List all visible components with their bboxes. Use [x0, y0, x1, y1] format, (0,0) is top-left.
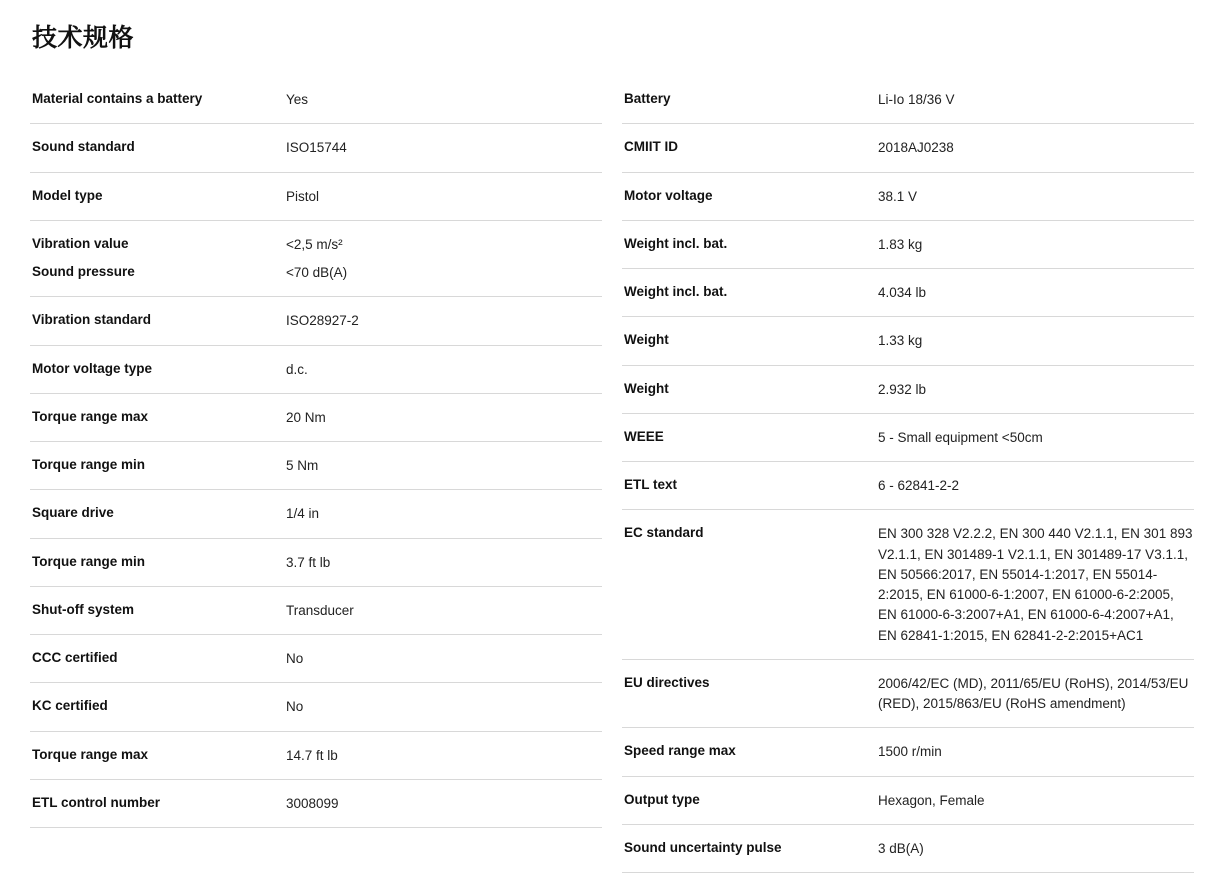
spec-row	[30, 780, 602, 828]
spec-value: Yes	[286, 92, 309, 107]
spec-value: No	[286, 651, 304, 666]
spec-row	[30, 442, 602, 490]
spec-label: ETL text	[624, 477, 678, 492]
spec-value: 14.7 ft lb	[286, 747, 338, 763]
spec-row	[622, 660, 1194, 729]
spec-row	[622, 825, 1194, 873]
spec-label: Vibration standard	[32, 312, 152, 328]
spec-row	[622, 269, 1194, 317]
spec-value: Transducer	[286, 602, 354, 618]
spec-label: Output type	[624, 791, 700, 807]
spec-value: 5 Nm	[286, 458, 319, 473]
spec-value: 2018AJ0238	[878, 140, 954, 156]
spec-value: No	[286, 699, 304, 715]
spec-label: Shut-off system	[32, 601, 135, 617]
spec-label: Torque range max	[32, 746, 149, 762]
spec-label: Motor voltage	[624, 187, 713, 203]
spec-label: Motor voltage type	[32, 360, 153, 376]
spec-label: Weight incl. bat.	[624, 284, 728, 299]
spec-value: ISO15744	[286, 140, 347, 156]
spec-row	[30, 124, 602, 172]
spec-row	[30, 587, 602, 635]
spec-row	[622, 317, 1194, 365]
spec-value: 5 - Small equipment <50cm	[878, 429, 1043, 445]
spec-value: 2006/42/EC (MD), 2011/65/EU (RoHS), 2014/53/EU (RED), 2015/863/EU (RoHS amendment)	[878, 675, 1189, 711]
spec-label: WEEE	[624, 428, 664, 444]
spec-value: 3008099	[286, 795, 339, 811]
spec-row	[30, 76, 602, 124]
spec-label: Material contains a battery	[32, 91, 203, 106]
spec-row	[30, 539, 602, 587]
page-title: 技术规格	[32, 24, 135, 52]
spec-label: Torque range min	[32, 553, 146, 569]
spec-row	[30, 394, 602, 442]
spec-label: CCC certified	[32, 650, 118, 665]
spec-row	[30, 259, 602, 297]
spec-column-right	[622, 76, 1194, 873]
spec-row	[30, 221, 602, 259]
spec-label: Model type	[32, 187, 103, 203]
spec-row	[622, 366, 1194, 414]
spec-label: Sound pressure	[32, 264, 135, 279]
spec-value: Pistol	[286, 188, 320, 204]
spec-row	[30, 732, 602, 780]
spec-value: 1/4 in	[286, 506, 320, 522]
spec-value: 6 - 62841-2-2	[878, 478, 960, 493]
spec-row	[622, 124, 1194, 172]
spec-label: Torque range min	[32, 457, 146, 472]
spec-value: <2,5 m/s²	[286, 236, 343, 252]
spec-label: Square drive	[32, 505, 114, 521]
spec-label: Weight incl. bat.	[624, 235, 728, 251]
spec-label: EU directives	[624, 674, 710, 690]
spec-row	[30, 297, 602, 345]
spec-row	[622, 777, 1194, 825]
spec-row	[30, 635, 602, 683]
spec-value: 3.7 ft lb	[286, 554, 331, 570]
spec-label: Weight	[624, 332, 669, 348]
spec-label: Weight	[624, 380, 669, 396]
spec-label: Torque range max	[32, 408, 149, 424]
spec-row	[622, 462, 1194, 510]
spec-row	[622, 173, 1194, 221]
spec-value: <70 dB(A)	[286, 265, 348, 280]
spec-label: ETL control number	[32, 794, 161, 810]
spec-row	[622, 510, 1194, 660]
spec-row	[30, 346, 602, 394]
spec-value: 4.034 lb	[878, 285, 927, 300]
spec-value: 20 Nm	[286, 409, 326, 425]
spec-value: EN 300 328 V2.2.2, EN 300 440 V2.1.1, EN 301 893 V2.1.1, EN 301489-1 V2.1.1, EN 301489-17 V3.1.1, EN 50566:2017, EN 55014-1:2017, EN 55014-2:2015, EN 61000-6-1:2007, EN 61000-6-2:2005, EN 61000-6-3:2007+A1, EN 61000-6-4:2007+A1, EN 62841-1:2015, EN 62841-2-2:2015+AC1	[878, 526, 1193, 643]
spec-row	[30, 683, 602, 731]
spec-label: KC certified	[32, 698, 108, 714]
spec-value: 38.1 V	[878, 188, 918, 204]
spec-column-left	[30, 76, 602, 828]
spec-label: Sound standard	[32, 139, 135, 155]
spec-value: 1.33 kg	[878, 333, 923, 349]
spec-columns	[30, 76, 1196, 873]
spec-value: 3 dB(A)	[878, 840, 924, 856]
spec-label: Vibration value	[32, 235, 129, 251]
spec-label: Sound uncertainty pulse	[624, 839, 782, 855]
spec-value: ISO28927-2	[286, 313, 359, 329]
spec-row	[622, 221, 1194, 269]
spec-label: Speed range max	[624, 743, 736, 759]
spec-row	[622, 414, 1194, 462]
spec-value: 1500 r/min	[878, 744, 942, 760]
spec-value: Hexagon, Female	[878, 792, 985, 808]
spec-row	[622, 728, 1194, 776]
spec-row	[30, 173, 602, 221]
spec-value: d.c.	[286, 361, 308, 377]
spec-row	[30, 490, 602, 538]
spec-label: EC standard	[624, 525, 704, 541]
specifications-page	[0, 18, 1226, 891]
spec-value: 2.932 lb	[878, 381, 927, 397]
spec-label: Battery	[624, 91, 671, 106]
spec-value: Li-Io 18/36 V	[878, 92, 955, 107]
spec-label: CMIIT ID	[624, 139, 678, 155]
spec-row	[622, 76, 1194, 124]
spec-value: 1.83 kg	[878, 236, 923, 252]
